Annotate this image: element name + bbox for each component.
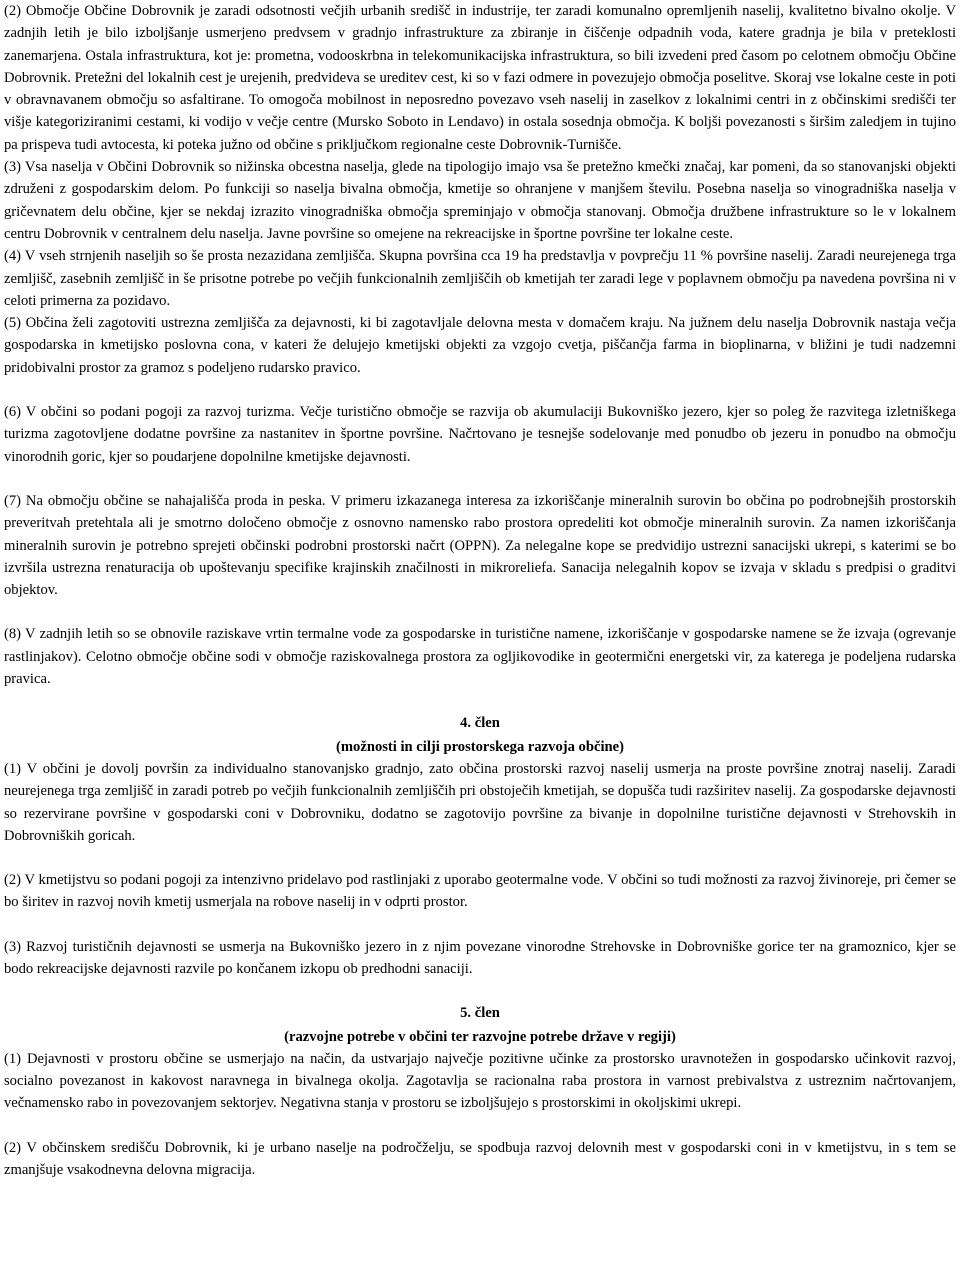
paragraph-3: (3) Vsa naselja v Občini Dobrovnik so nižinska obcestna naselja, glede na tipologijo imajo vsa še pretežno kmečki značaj, kar pomeni, da so stanovanjski objekti združeni z gospodarskim delom. Po funkciji so naselja bivalna območja, kmetije so ohranjene v manjšem številu. Posebna naselja so vinogradniška naselja v gričevnatem delu občine, kjer se nekdaj izrazito vinogradniška območja spreminjajo v območja stanovanj. Območja družbene infrastrukture so le v lokalnem centru Dobrovnik v centralnem delu naselja. Javne površine so omejene na rekreacijske in športne površine ter lokalne ceste. [4, 159, 956, 242]
article-4-number: 4. člen [460, 715, 500, 732]
spacer [4, 1115, 956, 1137]
spacer [4, 980, 956, 1002]
spacer [4, 914, 956, 936]
article-4-paragraph-2: (2) V kmetijstvu so podani pogoji za intenzivno pridelavo pod rastlinjaki z uporabo geotermalne vode. V občini so tudi možnosti za razvoj živinoreje, pri čemer se bo širitev in razvoj novih kmetij usmerjala na robove naselij in v odprti prostor. [4, 872, 956, 911]
paragraph-7: (7) Na območju občine se nahajališča proda in peska. V primeru izkazanega interesa za izkoriščanje mineralnih surovin bo občina po podrobnejših prostorskih preveritvah pretehtala ali je smotrno določeno območje z osnovno namensko rabo prostora opredeliti kot območje mineralnih surovin. Za namen izkoriščanja mineralnih surovin je potrebno sprejeti občinski podrobni prostorski načrt (OPPN). Za nelegalne kope se predvidijo ustrezni sanacijski ukrepi, s katerimi se bo izvršila ustrezna renaturacija ob upoštevanju specifike krajinskih značilnosti in mikroreliefa. Sanacija nelegalnih kopov se izvaja v skladu s predpisi o graditvi objektov. [4, 492, 956, 599]
article-4-title: (možnosti in cilji prostorskega razvoja občine) [336, 738, 624, 755]
article-4-paragraph-1: (1) V občini je dovolj površin za individualno stanovanjsko gradnjo, zato občina prostorski razvoj naselij usmerja na proste površine znotraj naselij. Zaradi neurejenega trga zemljišč in zaradi potreb po večjih funkcionalnih zemljiščih pri obstoječih kmetijah, se dopušča tudi razširitev naselij. Za gospodarske dejavnosti so rezervirane površine v gospodarski coni v Dobrovniku, dodatno se zagotovijo površine za bivanje in dopolnilne turistične dejavnosti v Strehovskih in Dobrovniških goricah. [4, 760, 956, 844]
paragraph-8: (8) V zadnjih letih so se obnovile raziskave vrtin termalne vode za gospodarske in turistične namene, izkoriščanje v gospodarske namene se že izvaja (ogrevanje rastlinjakov). Celotno območje občine sodi v območje raziskovalnega prostora za ogljikovodike in geotermični energetski vir, za katerega je podeljena rudarska pravica. [4, 626, 956, 688]
paragraph-5: (5) Občina želi zagotoviti ustrezna zemljišča za dejavnosti, ki bi zagotavljale delovna mesta v domačem kraju. Na južnem delu naselja Dobrovnik nastaja večja gospodarska in kmetijsko poslovna cona, v kateri že delujejo kmetijski objekti za vzgojo cvetja, piščančja farma in bioplinarna, v bližini je tudi nadzemni pridobivalni prostor za gramoz s podeljeno rudarsko pravico. [4, 315, 956, 376]
spacer [4, 601, 956, 623]
article-5-title: (razvojne potrebe v občini ter razvojne potrebe države v regiji) [284, 1028, 676, 1045]
spacer [4, 468, 956, 490]
paragraph-2: (2) Območje Občine Dobrovnik je zaradi odsotnosti večjih urbanih središč in industrije, ter zaradi komunalno opremljenih naselij, kvalitetno bivalno okolje. V zadnjih letih je bilo izboljšanje usmerjeno predvsem v gradnjo infrastrukture za zbiranje in čiščenje odpadnih voda, katere gradnja je bila v preteklosti zanemarjena. Ostala infrastruktura, kot je: prometna, vodooskrbna in telekomunikacijska infrastruktura, so bili izvedeni pred časom po celotnem območju Občine Dobrovnik. Pretežni del lokalnih cest je urejenih, predvideva se ureditev cest, ki so v fazi odmere in povezujejo območja poselitve. Skoraj vse lokalne ceste in poti v obravnavanem območju so asfaltirane. To omogoča mobilnost in neposredno povezavo vseh naselij in zaselkov z lokalnimi centri in z občinskimi središči ter višje kategoriziranimi cestami, ki vodijo v večje centre (Mursko Soboto in Lendavo) in ostala sosednja območja. K boljši povezanosti s širšim zaledjem in tujino pa prispeva tudi avtocesta, ki poteka južno od občine s priključkom regionalne ceste Dobrovnik-Turnišče. [4, 3, 956, 153]
paragraph-6: (6) V občini so podani pogoji za razvoj turizma. Večje turistično območje se razvija ob akumulaciji Bukovniško jezero, kjer so poleg že razvitega izletniškega turizma zagotovljene dodatne površine za nastanitev in športne površine. Načrtovano je tesnejše sodelovanje med ponudbo ob jezeru in ponudbo na območju vinorodnih goric, kjer so poudarjene dopolnilne kmetijske dejavnosti. [4, 404, 956, 465]
paragraph-4: (4) V vseh strnjenih naseljih so še prosta nezazidana zemljišča. Skupna površina cca 19 ha predstavlja v povprečju 11 % površine naselij. Zaradi neurejenega trga zemljišč, zasebnih zemljišč in še prisotne potrebe po večjih funkcionalnih zemljiščih ob kmetijah ter zaradi lege v poplavnem območju pa navedena površina ni v celoti primerna za pozidavo. [4, 248, 956, 309]
article-5-paragraph-2: (2) V občinskem središču Dobrovnik, ki je urbano naselje na področželju, se spodbuja razvoj delovnih mest v gospodarski coni in v kmetijstvu, in s tem se zmanjšuje vsakodnevna delovna migracija. [4, 1139, 956, 1179]
spacer [4, 379, 956, 401]
article-5-paragraph-1: (1) Dejavnosti v prostoru občine se usmerjajo na način, da ustvarjajo največje pozitivne učinke za prostorsko uravnotežen in gospodarsko učinkovit razvoj, socialno povezanost in kakovost naravnega in bivalnega okolja. Zagotavlja se racionalna raba prostora in varnost prebivalstva z ustreznim načrtovanjem, večnamensko rabo in povezovanjem sektorjev. Negativna stanja v prostoru se izboljšujejo s prostorskimi in okoljskimi ukrepi. [4, 1050, 956, 1112]
spacer [4, 690, 956, 712]
article-4-paragraph-3: (3) Razvoj turističnih dejavnosti se usmerja na Bukovniško jezero in z njim povezane vinorodne Strehovske in Dobrovniške gorice ter na gramoznico, kjer se bodo rekreacijske dejavnosti razvile po končanem izkopu ob predhodni sanaciji. [4, 938, 956, 977]
article-5-number: 5. člen [460, 1005, 500, 1022]
spacer [4, 847, 956, 869]
